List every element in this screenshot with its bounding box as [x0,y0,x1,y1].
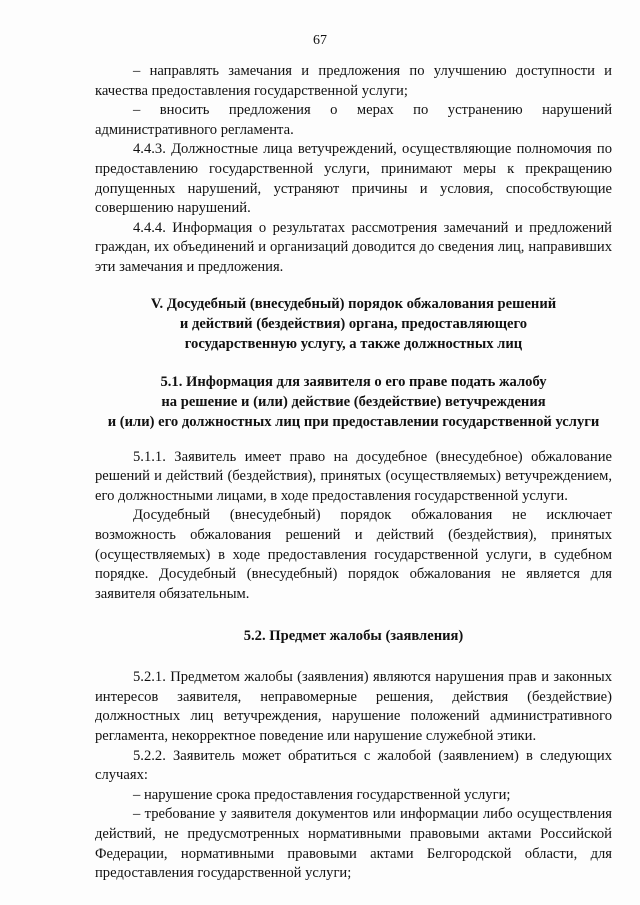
section-v-heading-line-1: V. Досудебный (внесудебный) порядок обжалования решений [150,295,557,312]
page-content [95,62,612,884]
paragraph-4-4-3: 4.4.3. Должностные лица ветучреждений, осуществляющие полномочия по предоставлению государственной услуги, принимают меры к прекращению допущенных нарушений, устраняют причины и условия, способствующие совершению нарушений. [95,141,612,217]
section-5-1-heading-line-3: и (или) его должностных лиц при предоставлении государственной услуги [107,413,600,430]
section-5-1-heading-line-1: 5.1. Информация для заявителя о его праве подать жалобу [160,373,547,390]
paragraph-5-1-pretrial: Досудебный (внесудебный) порядок обжалования не исключает возможность обжалования решений и действий (бездействия), принятых (осуществляемых) в ходе предоставления государственной услуги, в судебном порядке. Досудебный (внесудебный) порядок обжалования не является для заявителя обязательным. [95,507,612,602]
paragraph-bullet-remarks: – направлять замечания и предложения по улучшению доступности и качества предоставления государственной услуги; [95,63,612,99]
paragraph-5-1-1: 5.1.1. Заявитель имеет право на досудебное (внесудебное) обжалование решений и действий (бездействия), принятых (осуществляемых) ветучреждением, его должностными лицами, в ходе предоставления государственной услуги. [95,448,612,504]
paragraph-bullet-proposals: – вносить предложения о мерах по устранению нарушений административного регламента. [95,102,612,138]
paragraph-bullet-deadline: – нарушение срока предоставления государственной услуги; [133,786,511,803]
page-number: 67 [313,33,327,48]
section-v-heading [95,294,612,354]
paragraph-bullet-documents: – требование у заявителя документов или информации либо осуществления действий, не предусмотренных нормативными правовыми актами Российской Федерации, нормативными правовыми актами Белгородской области, для предоставления государственной услуги; [95,806,612,882]
paragraph-4-4-4: 4.4.4. Информация о результатах рассмотрения замечаний и предложений граждан, их объединений и организаций доводится до сведения лиц, направивших эти замечания и предложения. [95,219,612,275]
section-5-2-heading: 5.2. Предмет жалобы (заявления) [243,628,464,645]
section-5-1-heading [89,372,618,432]
paragraph-5-2-1: 5.2.1. Предметом жалобы (заявления) являются нарушения прав и законных интересов заявителя, неправомерные решения, действия (бездействие) должностных лиц ветучреждения, нарушение положений административного регламента, некорректное поведение или нарушение служебной этики. [95,669,612,745]
paragraph-5-2-2: 5.2.2. Заявитель может обратиться с жалобой (заявлением) в следующих случаях: [95,747,612,784]
section-v-heading-line-3: государственную услугу, а также должностных лиц [184,335,523,352]
section-v-heading-line-2: и действий (бездействия) органа, предоставляющего [179,315,528,332]
section-5-1-heading-line-2: на решение и (или) действие (бездействие) ветучреждения [161,393,546,410]
